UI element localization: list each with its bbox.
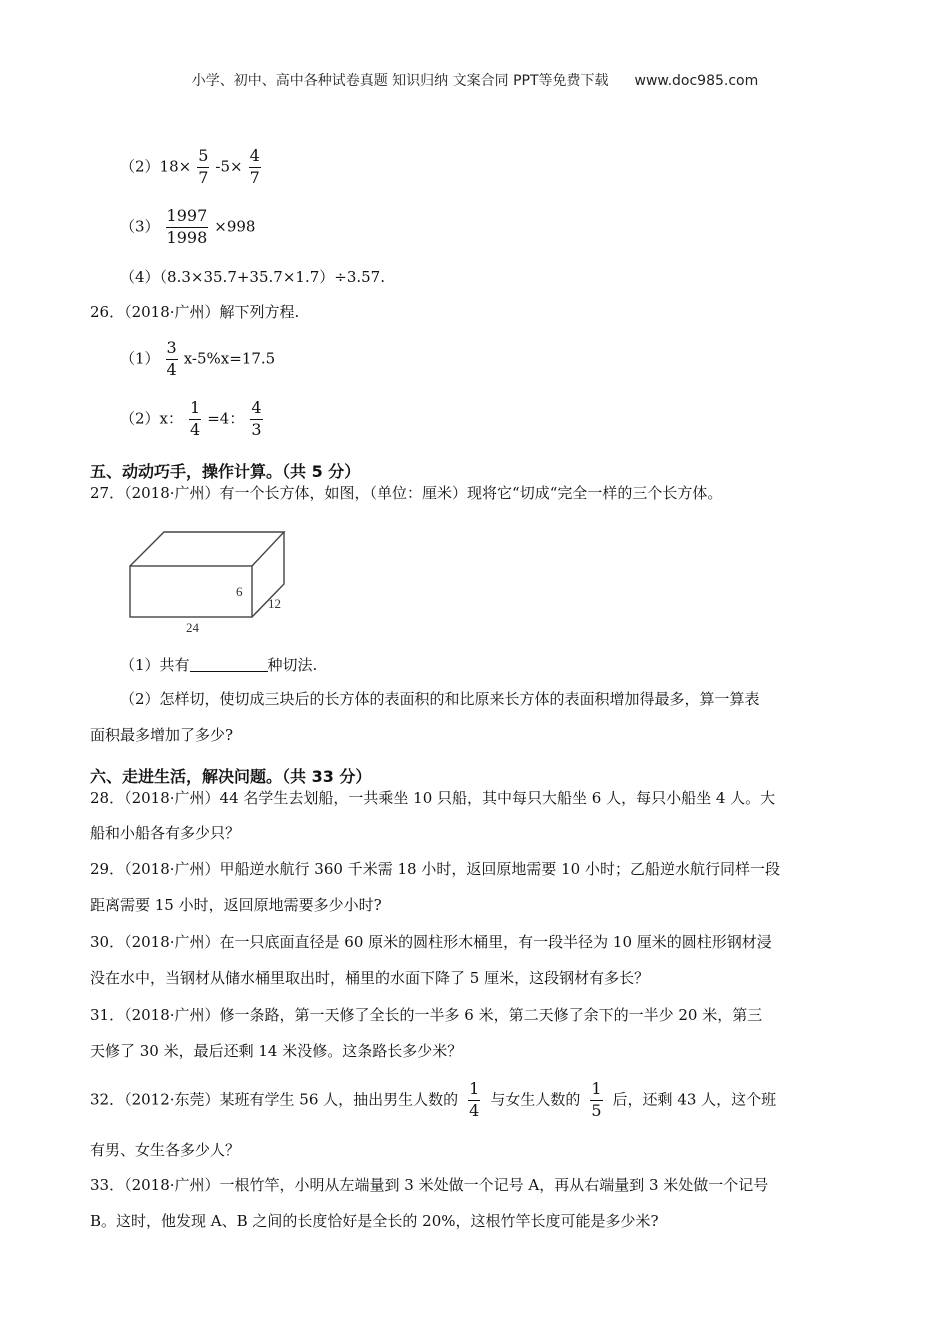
cuboid-front-face (130, 566, 252, 617)
q30-line1: 30．（2018·广州）在一只底面直径是 60 原米的圆柱形木桶里，有一段半径为 10 厘米的圆柱形钢材浸 (90, 933, 772, 951)
q25-part3-label: （3） (120, 217, 160, 236)
q29-line1: 29．（2018·广州）甲船逆水航行 360 千米需 18 小时，返回原地需要 10 小时；乙船逆水航行同样一段 (90, 860, 780, 878)
page-header (0, 70, 950, 90)
fraction: $\frac{1}{4}$ (190, 398, 201, 439)
q32-line1: 32．（2012·东莞）某班有学生 56 人，抽出男生人数的 $\frac{1}{4}$ 与女生人数的 $\frac{1}{5}$ 后，还剩 43 人，这个班 (90, 1079, 777, 1120)
answer-blank[interactable] (190, 657, 268, 672)
fraction: $\frac{1}{4}$ (469, 1079, 480, 1120)
q27-part2-line2: 面积最多增加了多少? (90, 726, 234, 744)
q30-line2: 没在水中，当钢材从储水桶里取出时，桶里的水面下降了 5 厘米，这段钢材有多长？ (90, 969, 650, 987)
section6-title: 六、走进生活，解决问题。（共 33 分） (90, 767, 372, 786)
q26-part2: （2）x： $\frac{1}{4}$ =4： $\frac{4}{3}$ (120, 398, 262, 439)
q33-line2: B。这时，他发现 A、B 之间的长度恰好是全长的 20%，这根竹竿长度可能是多少米? (90, 1212, 659, 1230)
cuboid-figure (128, 528, 298, 636)
header-link[interactable]: www.doc985.com (634, 73, 759, 89)
fraction: $\frac{4}{7}$ (249, 146, 260, 187)
q26-title: 26．（2018·广州）解下列方程. (90, 303, 300, 321)
length-label: 24 (186, 620, 199, 635)
header-text: 小学、初中、高中各种试卷真题 知识归纳 文案合同 PPT等免费下载 (191, 73, 609, 89)
section5-title: 五、动动巧手，操作计算。（共 5 分） (90, 462, 361, 481)
q27-title: 27．（2018·广州）有一个长方体，如图，（单位：厘米）现将它“切成“完全一样的三个长方体。 (90, 484, 723, 502)
cuboid-top-face (130, 532, 284, 566)
q27-part1: （1）共有 种切法. (120, 656, 318, 674)
q29-line2: 距离需要 15 小时，返回原地需要多少小时? (90, 896, 382, 914)
q25-part3: （3） $\frac{1997}{1998}$ ×998 (120, 206, 256, 247)
depth-label: 12 (268, 596, 281, 611)
q33-line1: 33．（2018·广州）一根竹竿，小明从左端量到 3 米处做一个记号 A，再从右端量到 3 米处做一个记号 (90, 1176, 769, 1194)
q27-part2-line1: （2）怎样切，使切成三块后的长方体的表面积的和比原来长方体的表面积增加得最多，算一算表 (120, 690, 760, 708)
fraction: $\frac{1}{5}$ (591, 1079, 602, 1120)
q25-part2-label: （2）18× (120, 157, 192, 176)
height-label: 6 (236, 584, 243, 599)
q31-line2: 天修了 30 米，最后还剩 14 米没修。这条路长多少米？ (90, 1042, 463, 1060)
q28-line1: 28．（2018·广州）44 名学生去划船，一共乘坐 10 只船，其中每只大船坐 6 人，每只小船坐 4 人。大 (90, 789, 776, 807)
q25-part2: （2）18× $\frac{5}{7}$ -5× $\frac{4}{7}$ (120, 146, 260, 187)
fraction: $\frac{4}{3}$ (251, 398, 262, 439)
q25-part4: （4）（8.3×35.7+35.7×1.7）÷3.57. (120, 268, 385, 286)
q31-line1: 31．（2018·广州）修一条路，第一天修了全长的一半多 6 米，第二天修了余下的一半少 20 米，第三 (90, 1006, 763, 1024)
fraction: $\frac{3}{4}$ (166, 338, 177, 379)
fraction: $\frac{1997}{1998}$ (166, 206, 208, 247)
fraction: $\frac{5}{7}$ (198, 146, 209, 187)
q28-line2: 船和小船各有多少只？ (90, 824, 241, 842)
q32-line2: 有男、女生各多少人？ (90, 1141, 241, 1159)
q26-part1: （1） $\frac{3}{4}$ x-5%x=17.5 (120, 338, 276, 379)
